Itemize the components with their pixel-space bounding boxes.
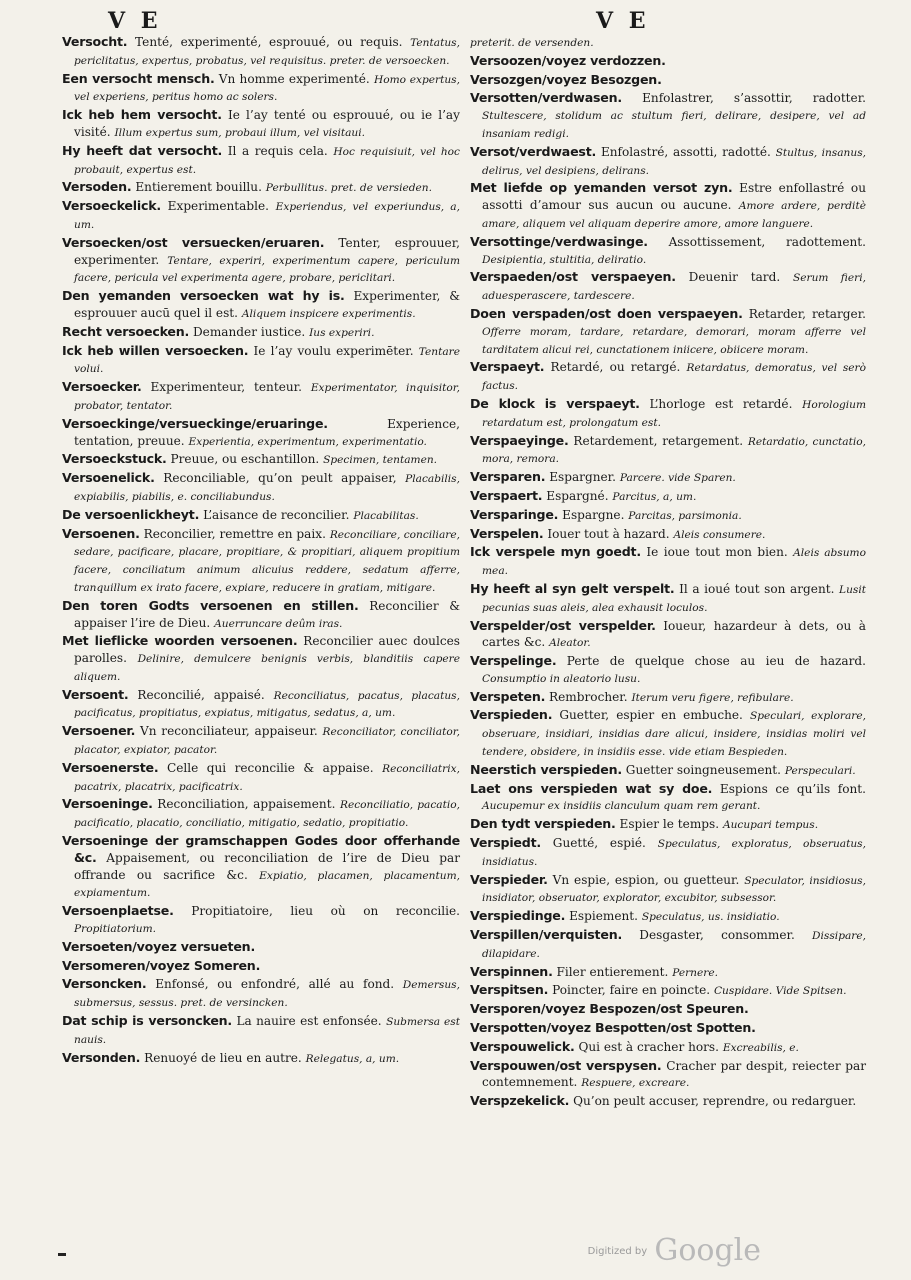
entry-latin: Aucupari tempus.: [722, 819, 819, 832]
entry-french: Espargne.: [562, 507, 625, 522]
entry-headword: Versoenerste.: [62, 759, 159, 775]
entry-french: Tenter, esprouuer, experimenter.: [74, 235, 460, 267]
entry-headword: Versoecker.: [62, 379, 142, 395]
entry-french: L’horloge est retardé.: [649, 396, 793, 411]
dictionary-entry: [62, 416, 460, 451]
right-column: [470, 34, 866, 1112]
dictionary-entry: [62, 71, 460, 107]
entry-latin: Experimentator, inquisitor, probator, tentator.: [74, 382, 460, 412]
dictionary-entry: [470, 908, 866, 926]
entry-latin: Dissipare, dilapidare.: [482, 930, 866, 960]
dictionary-entry: [62, 1013, 460, 1049]
entry-headword: Verspinnen.: [470, 963, 553, 979]
entry-headword: De klock is verspaeyt.: [470, 395, 640, 411]
entry-headword: Hy heeft dat versocht.: [62, 142, 223, 158]
entry-headword: Ick verspele myn goedt.: [470, 544, 641, 560]
margin-mark: [58, 1253, 66, 1256]
entry-french: Iouer tout à hazard.: [547, 526, 670, 541]
dictionary-entry: [470, 34, 866, 52]
dictionary-entry: [470, 927, 866, 963]
entry-headword: Ick heb willen versoecken.: [62, 342, 249, 358]
dictionary-entry: [470, 982, 866, 1000]
entry-headword: Versoener.: [62, 723, 136, 739]
entry-french: Appaisement, ou reconciliation de l’ire de Dieu par offrande ou sacrifice &c.: [74, 850, 460, 882]
dictionary-entry: [470, 234, 866, 269]
entry-latin: Illum expertus sum, probaui illum, vel visitaui.: [114, 126, 366, 139]
entry-headword: Versozgen/voyez Besozgen.: [470, 71, 662, 87]
entry-headword: Verspelinge.: [470, 653, 557, 669]
entry-french: Espiement.: [569, 909, 638, 924]
entry-french: Cracher par despit, reiecter par contemnement.: [482, 1058, 867, 1090]
dictionary-entry: [470, 53, 866, 71]
entry-french: Preuue, ou eschantillon.: [170, 452, 320, 467]
entry-headword: Laet ons verspieden wat sy doe.: [470, 780, 713, 796]
entry-latin: Retardatus, demoratus, vel serò factus.: [482, 362, 866, 393]
dictionary-entry: [470, 269, 866, 305]
entry-headword: Versoeckstuck.: [62, 451, 167, 467]
entry-headword: Versoeten/voyez versueten.: [62, 938, 256, 954]
entry-french: Qui est à cracher hors.: [578, 1039, 719, 1054]
entry-headword: Verspouwen/ost verspysen.: [470, 1057, 662, 1073]
entry-headword: Verspiedt.: [470, 835, 541, 851]
entry-headword: Verspeten.: [470, 688, 546, 704]
entry-latin: Pernere.: [672, 966, 718, 979]
dictionary-entry: [62, 470, 460, 506]
entry-headword: Den toren Godts versoenen en stillen.: [62, 597, 359, 613]
entry-french: Espargner.: [549, 470, 616, 485]
entry-latin: Tentatus, periclitatus, expertus, probatus, vel requisitus. preter. de versoecken.: [74, 37, 460, 67]
dictionary-entry: [62, 451, 460, 469]
entry-latin: Experientia, experimentum, experimentatio.: [188, 435, 427, 448]
entry-french: Rembrocher.: [549, 689, 628, 704]
entry-headword: Versoeckinge/versueckinge/eruaringe.: [62, 415, 328, 431]
entry-french: Espier le temps.: [619, 817, 720, 832]
entry-french: Tenté, experimenté, esprouué, ou requis.: [135, 35, 403, 49]
dictionary-entry: [470, 1093, 866, 1111]
dictionary-entry: [62, 34, 460, 70]
entry-latin: Ius experiri.: [309, 326, 375, 339]
entry-headword: Neerstich verspieden.: [470, 761, 622, 777]
entry-headword: Versoent.: [62, 686, 129, 702]
entry-headword: Verspouwelick.: [470, 1038, 575, 1054]
dictionary-entry: [62, 760, 460, 796]
dictionary-entry: [470, 835, 866, 871]
entry-french: Poincter, faire en poincte.: [552, 983, 711, 998]
entry-latin: Tentare, experiri, experimentum capere, periculum facere, pericula vel experimenta agere, probare, periclitari.: [74, 254, 460, 285]
entry-latin: Aleis consumere.: [673, 528, 766, 541]
entry-latin: Reconciliatrix, pacatrix, placatrix, pacificatrix.: [74, 762, 460, 793]
entry-latin: Horologium retardatum est, prolongatum est.: [482, 398, 866, 429]
entry-french: Experimenteur, tenteur.: [150, 380, 302, 395]
entry-latin: Submersa est nauis.: [74, 1016, 460, 1046]
digitized-by-text: Digitized by: [587, 1246, 648, 1257]
entry-latin: Speculator, insidiosus, insidiator, obseruator, explorator, excubitor, subsessor.: [482, 874, 866, 905]
dictionary-entry: [62, 179, 460, 197]
entry-french: Ioueur, hazardeur à dets, ou à cartes &c.: [482, 618, 866, 650]
dictionary-entry: [470, 964, 866, 982]
entry-latin: Speculatus, exploratus, obseruatus, insidiatus.: [482, 838, 866, 868]
entry-french: Il a ioué tout son argent.: [679, 581, 835, 596]
entry-headword: Met lieflicke woorden versoenen.: [62, 633, 298, 649]
entry-headword: Versparen.: [470, 469, 546, 485]
entry-french: Celle qui reconcilie & appaise.: [166, 760, 374, 775]
entry-latin: Stultescere, stolidum ac stultum fieri, delirare, desipere, vel ad insaniam redigi.: [482, 110, 866, 140]
entry-french: Entierement bouillu.: [135, 180, 262, 195]
entry-french: Enfolastré, assotti, radotté.: [600, 144, 771, 159]
entry-french: Perte de quelque chose au ieu de hazard.: [566, 654, 866, 669]
entry-latin: Delinire, demulcere benignis verbis, blanditiis capere aliquem.: [74, 653, 460, 683]
google-logo: Google: [654, 1233, 761, 1268]
entry-latin: Relegatus, a, um.: [305, 1052, 400, 1065]
entry-french: Reconciliation, appaisement.: [157, 797, 336, 812]
entry-headword: Dat schip is versoncken.: [62, 1013, 233, 1029]
entry-french: L’aisance de reconcilier.: [203, 507, 350, 522]
entry-french: Experience, tentation, preuue.: [74, 416, 460, 448]
dictionary-entry: [470, 526, 866, 544]
entry-french: Reconcilier auec doulces parolles.: [74, 634, 460, 666]
entry-latin: Hoc requisiuit, vel hoc probauit, expertus est.: [74, 145, 460, 176]
dictionary-entry: [470, 816, 866, 834]
dictionary-entry: [470, 359, 866, 395]
dictionary-entry: [470, 90, 866, 142]
entry-headword: Versotten/verdwasen.: [470, 90, 623, 106]
entry-latin: Parcitas, parsimonia.: [628, 509, 742, 522]
entry-headword: Versoeckelick.: [62, 198, 162, 214]
entry-latin: Propitiatorium.: [74, 923, 157, 936]
entry-french: Espargné.: [546, 488, 609, 503]
entry-latin: Demersus, submersus, sessus. pret. de versincken.: [74, 979, 460, 1010]
entry-latin: Auerruncare deûm iras.: [214, 617, 343, 630]
dictionary-entry: [470, 72, 866, 90]
entry-french: La nauire est enfonsée.: [236, 1014, 382, 1029]
entry-latin: Speculari, explorare, obseruare, insidiari, insidias dare alicui, insidere, insidias moliri vel tendere, obsidere, in insidiis esse. vide etiam Bespieden.: [482, 710, 866, 759]
dictionary-entry: [62, 958, 460, 976]
entry-french: Experimentable.: [167, 199, 269, 214]
entry-headword: Verspaeyt.: [470, 359, 545, 375]
entry-french: Guetter soingneusement.: [625, 762, 781, 777]
entry-french: Experimenter, & esprouuer aucū quel il est.: [74, 289, 460, 320]
entry-latin: Reconciliatio, pacatio, pacificatio, placatio, conciliatio, mitigatio, sedatio, propitiatio.: [74, 799, 460, 830]
entry-latin: Desipientia, stultitia, deliratio.: [482, 253, 647, 266]
entry-latin: Aliquem inspicere experimentis.: [241, 307, 416, 320]
entry-headword: Verspieden.: [470, 707, 553, 723]
dictionary-entry: [62, 107, 460, 142]
dictionary-entry: [62, 288, 460, 323]
entry-french: Propitiatoire, lieu où on reconcilie.: [191, 904, 460, 919]
dictionary-entry: [62, 598, 460, 633]
entry-french: Demander iustice.: [192, 324, 306, 339]
entry-headword: Doen verspaden/ost doen verspaeyen.: [470, 305, 743, 321]
entry-french: Retardement, retargement.: [573, 433, 744, 448]
entry-latin: Placabilitas.: [353, 509, 419, 522]
entry-french: Espions ce qu’ils font.: [719, 781, 866, 796]
entry-french: Enfonsé, ou enfondré, allé au fond.: [155, 977, 395, 992]
entry-headword: Verspitsen.: [470, 982, 549, 998]
entry-latin: Reconciliare, conciliare, sedare, pacificare, placare, propitiare, & propitiari, aliquem propitium facere, conciliatum animum alicuius reddere, sedatum afferre, tranquillum ex irato facere, expiare, reducere in gratiam, mitigare.: [74, 528, 460, 594]
entry-headword: Versoenelick.: [62, 470, 155, 486]
entry-french: Retardé, ou retargé.: [550, 360, 681, 375]
dictionary-entry: [62, 198, 460, 234]
entry-headword: Versoecken/ost versuecken/eruaren.: [62, 234, 325, 250]
entry-latin: Offerre moram, tardare, retardare, demorari, moram afferre vel tarditatem alicui rei, cunctationem iniicere, obiicere moram.: [482, 325, 866, 356]
entry-french: Reconcilié, appaisé.: [137, 687, 265, 702]
dictionary-entry: [470, 1020, 866, 1038]
entry-headword: Recht versoecken.: [62, 323, 190, 339]
entry-headword: Versomeren/voyez Someren.: [62, 957, 261, 973]
dictionary-entry: [470, 180, 866, 232]
entry-headword: De versoenlickheyt.: [62, 506, 200, 522]
entry-latin: Perspeculari.: [784, 764, 856, 777]
entry-french: Reconcilier & appaiser l’ire de Dieu.: [74, 598, 460, 630]
dictionary-entry: [470, 653, 866, 688]
entry-french: Reconcilier, remettre en paix.: [143, 526, 326, 541]
entry-latin: Reconciliatus, pacatus, placatus, pacificatus, propitiatus, expiatus, mitigatus, sedatus, a, um.: [74, 689, 460, 720]
entry-headword: Versporen/voyez Bespozen/ost Speuren.: [470, 1001, 749, 1017]
dictionary-entry: [62, 833, 460, 902]
entry-headword: Verspzekelick.: [470, 1093, 570, 1109]
entry-latin: Cuspidare. Vide Spitsen.: [713, 985, 847, 998]
dictionary-entry: [470, 707, 866, 760]
entry-french: Reconciliable, qu’on peult appaiser,: [163, 471, 397, 486]
dictionary-entry: [62, 526, 460, 597]
entry-french: Vn reconciliateur, appaiseur.: [140, 724, 318, 739]
dictionary-entry: [62, 143, 460, 179]
entry-headword: Versoden.: [62, 179, 132, 195]
entry-french: Vn homme experimenté.: [218, 71, 370, 86]
entry-latin: Expiatio, placamen, placamentum, expiamentum.: [74, 869, 460, 900]
entry-french: Ie ioue tout mon bien.: [646, 545, 788, 560]
dictionary-entry: [470, 618, 866, 653]
entry-latin: Placabilis, expiabilis, piabilis, e. conciliabundus.: [74, 473, 460, 503]
dictionary-entry: [470, 1001, 866, 1019]
dictionary-entry: [470, 488, 866, 506]
entry-headword: Versoenen.: [62, 525, 140, 541]
entry-latin: Perbullitus. pret. de versieden.: [265, 182, 432, 195]
entry-french: Desgaster, consommer.: [639, 928, 795, 943]
entry-latin: Aleis absumo mea.: [482, 547, 866, 578]
entry-latin: Amore ardere, perditè amare, aliquem vel aliquam deperire amore, amore languere.: [482, 200, 866, 230]
entry-headword: Versot/verdwaest.: [470, 143, 597, 159]
entry-french: Ie l’ay voulu experimēter.: [253, 343, 414, 358]
dictionary-entry: [62, 507, 460, 525]
entry-french: Renuoyé de lieu en autre.: [144, 1050, 302, 1065]
dictionary-entry: [62, 235, 460, 287]
dictionary-entry: [62, 324, 460, 342]
entry-headword: Ick heb hem versocht.: [62, 107, 222, 123]
entry-latin: Respuere, excreare.: [581, 1077, 690, 1090]
entry-headword: Den yemanden versoecken wat hy is.: [62, 288, 345, 304]
dictionary-entry: [62, 379, 460, 415]
dictionary-entry: [62, 976, 460, 1012]
entry-headword: Versoozen/voyez verdozzen.: [470, 52, 666, 68]
dictionary-entry: [470, 762, 866, 780]
page-header-right: V E: [596, 8, 650, 34]
entry-headword: Versonden.: [62, 1049, 141, 1065]
dictionary-entry: [62, 687, 460, 723]
entry-latin: Retardatio, cunctatio, mora, remora.: [482, 435, 866, 466]
entry-latin: Parcitus, a, um.: [612, 490, 697, 503]
entry-french: Retarder, retarger.: [748, 306, 866, 321]
dictionary-entry: [62, 1050, 460, 1068]
dictionary-entry: [62, 723, 460, 759]
entry-french: Guetter, espier en embuche.: [559, 708, 743, 723]
dictionary-entry: [470, 433, 866, 469]
dictionary-entry: [62, 939, 460, 957]
entry-headword: Verspotten/voyez Bespotten/ost Spotten.: [470, 1020, 756, 1036]
entry-french: Qu’on peult accuser, reprendre, ou redarguer.: [573, 1094, 857, 1109]
digitized-watermark: [588, 1233, 761, 1268]
dictionary-entry: [470, 544, 866, 580]
entry-headword: Versoeninge der gramschappen Godes door offerhande &c.: [62, 833, 460, 865]
dictionary-entry: [62, 796, 460, 832]
entry-french: Ie l’ay tenté ou esprouué, ou ie l’ay visité.: [74, 108, 460, 139]
entry-latin: Homo expertus, vel experiens, peritus homo ac solers.: [74, 73, 460, 104]
dictionary-entry: [470, 581, 866, 617]
entry-latin: Parcere. vide Sparen.: [619, 472, 736, 485]
entry-latin: Tentare volui.: [74, 345, 460, 376]
entry-headword: Verspaert.: [470, 487, 543, 503]
entry-french: Assottissement, radottement.: [668, 234, 866, 249]
entry-headword: Verspelder/ost verspelder.: [470, 617, 656, 633]
entry-french: Filer entierement.: [556, 964, 669, 979]
dictionary-entry: [470, 1039, 866, 1057]
entry-latin: Consumptio in aleatorio lusu.: [482, 672, 641, 685]
entry-latin: Experiendus, vel experiundus, a, um.: [74, 201, 460, 231]
entry-headword: Verspaeyinge.: [470, 432, 569, 448]
entry-headword: Den tydt verspieden.: [470, 816, 616, 832]
entry-headword: Versottinge/verdwasinge.: [470, 233, 648, 249]
entry-headword: Verspieder.: [470, 871, 548, 887]
entry-headword: Verspiedinge.: [470, 908, 566, 924]
entry-latin: Lusit pecunias suas aleis, alea exhausit loculos.: [482, 583, 866, 614]
entry-french: Deuenir tard.: [688, 270, 781, 285]
entry-latin: Stultus, insanus, delirus, vel desipiens, delirans.: [482, 146, 866, 177]
entry-headword: Met liefde op yemanden versot zyn.: [470, 180, 733, 196]
entry-headword: Verspelen.: [470, 525, 544, 541]
dictionary-entry: [470, 306, 866, 358]
entry-headword: Versparinge.: [470, 506, 559, 522]
dictionary-entry: [470, 507, 866, 525]
entry-latin: Reconciliator, conciliator, placator, expiator, pacator.: [74, 726, 460, 757]
entry-latin: Aleator.: [549, 637, 591, 650]
entry-headword: Versocht.: [62, 34, 128, 49]
dictionary-entry: [470, 144, 866, 180]
dictionary-entry: [62, 343, 460, 379]
dictionary-entry: [62, 633, 460, 685]
entry-french: Guetté, espié.: [552, 836, 646, 851]
entry-latin: Excreabilis, e.: [722, 1041, 799, 1054]
dictionary-entry: [470, 781, 866, 816]
dictionary-entry: [470, 469, 866, 487]
entry-headword: Verspillen/verquisten.: [470, 927, 623, 943]
entry-headword: Versoeninge.: [62, 796, 153, 812]
entry-latin: Specimen, tentamen.: [323, 454, 438, 467]
left-column: [62, 34, 460, 1068]
entry-latin: Iterum veru figere, refibulare.: [631, 691, 794, 704]
entry-headword: Een versocht mensch.: [62, 70, 215, 86]
entry-headword: Verspaeden/ost verspaeyen.: [470, 269, 676, 285]
entry-french: Il a requis cela.: [227, 143, 328, 158]
dictionary-entry: [470, 689, 866, 707]
entry-french: Vn espie, espion, ou guetteur.: [552, 872, 740, 887]
dictionary-entry: [470, 1058, 866, 1093]
entry-headword: Versoenplaetse.: [62, 903, 174, 919]
entry-latin: preterit. de versenden.: [470, 37, 594, 49]
entry-french: Enfolastrer, s’assottir, radotter.: [642, 91, 866, 106]
entry-headword: Versoncken.: [62, 976, 147, 992]
entry-latin: Serum fieri, aduesperascere, tardescere.: [482, 272, 866, 303]
entry-french: Estre enfollastré ou assotti d’amour sus aucun ou aucune.: [482, 181, 866, 213]
dictionary-entry: [470, 872, 866, 908]
entry-latin: Aucupemur ex insidiis clanculum quam rem gerant.: [482, 800, 761, 813]
dictionary-entry: [470, 396, 866, 432]
entry-headword: Hy heeft al syn gelt verspelt.: [470, 580, 675, 596]
page-header-left: V E: [108, 8, 162, 34]
entry-latin: Speculatus, us. insidiatio.: [641, 911, 780, 924]
dictionary-entry: [62, 903, 460, 938]
